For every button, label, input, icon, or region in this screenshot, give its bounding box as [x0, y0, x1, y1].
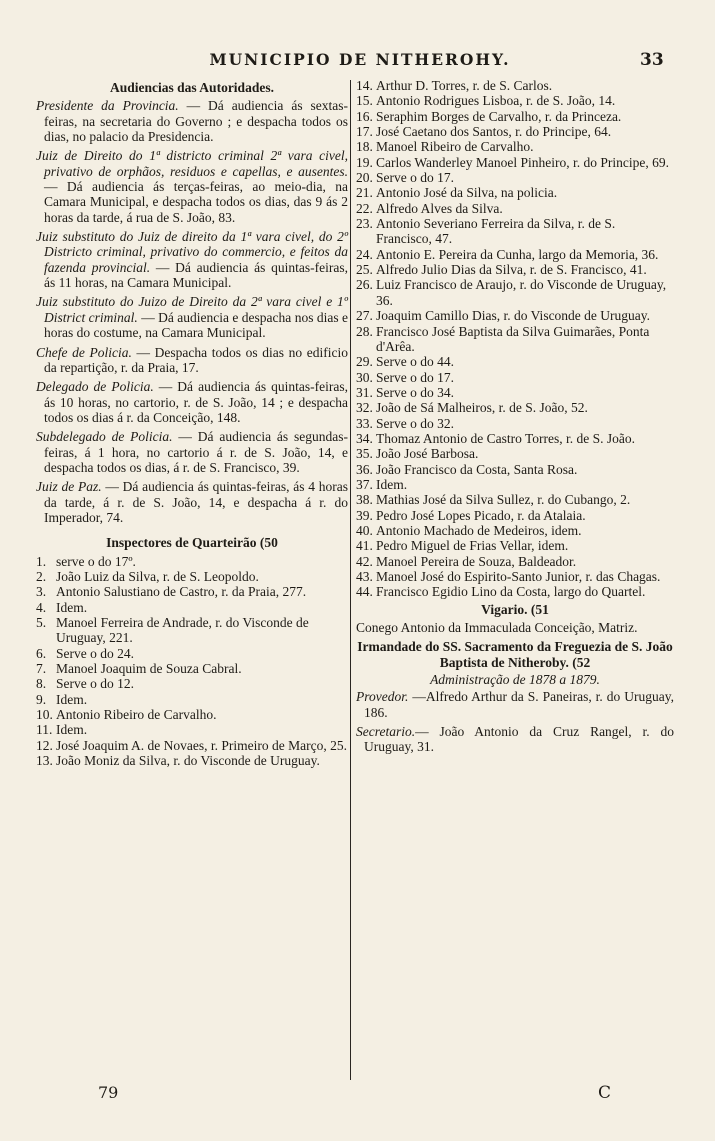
list-item: [356, 277, 674, 308]
item-text: Serve o do 17.: [376, 369, 454, 385]
item-number: 35.: [356, 446, 373, 462]
audiencia-authority: Presidente da Provincia.: [36, 98, 179, 114]
audiencia-entry: [36, 345, 348, 376]
item-number: 18.: [356, 139, 373, 155]
item-number: 37.: [356, 476, 373, 492]
item-text: Francisco José Baptista da Silva Guimarães, Ponta d'Arêa.: [376, 323, 650, 354]
item-text: Alfredo Julio Dias da Silva, r. de S. Francisco, 41.: [376, 262, 647, 278]
audiencias-list: [36, 98, 348, 525]
column-divider: [350, 80, 351, 1080]
item-text: João de Sá Malheiros, r. de S. João, 52.: [376, 400, 588, 416]
footer-signature: C: [598, 1083, 612, 1103]
list-item: [36, 738, 348, 753]
audiencia-authority: Subdelegado de Policia.: [36, 429, 173, 445]
list-item: [356, 93, 674, 108]
list-item: [356, 185, 674, 200]
item-number: 12.: [36, 737, 53, 753]
section-title-vigario: Vigario. (51: [481, 601, 549, 617]
audiencia-text: — Dá audiencia ás quintas-feiras, ás 10 horas, no cartorio, r. de S. João, 14 ; e despacha todos os dias á r. da Conceição, 148.: [44, 379, 349, 425]
list-item: [356, 124, 674, 139]
item-number: 36.: [356, 461, 373, 477]
list-item: [356, 492, 674, 507]
audiencia-authority: Juiz substituto do Juizo de Direito da 2ª vara civel e 1º District criminal.: [36, 294, 348, 325]
item-number: 44.: [356, 584, 373, 600]
item-number: 24.: [356, 246, 373, 262]
item-number: 29.: [356, 354, 373, 370]
item-number: 39.: [356, 507, 373, 523]
item-text: Antonio José da Silva, na policia.: [376, 185, 558, 201]
section-title-audiencias: Audiencias das Autoridades.: [110, 80, 274, 95]
item-number: 27.: [356, 308, 373, 324]
list-item: [36, 676, 348, 691]
list-item: [36, 707, 348, 722]
item-text: Manoel José do Espirito-Santo Junior, r. das Chagas.: [376, 569, 661, 584]
item-number: 16.: [356, 108, 373, 124]
list-item: [356, 538, 674, 553]
item-number: 25.: [356, 262, 373, 278]
audiencia-authority: Delegado de Policia.: [36, 379, 154, 395]
secretario-label: Secretario.: [356, 724, 416, 740]
page-header-title: MUNICIPIO DE NITHEROHY.: [209, 50, 511, 69]
item-number: 2.: [36, 568, 47, 584]
list-item: [356, 155, 674, 170]
item-number: 20.: [356, 170, 373, 186]
item-number: 31.: [356, 384, 373, 400]
item-text: Luiz Francisco de Araujo, r. do Visconde de Uruguay, 36.: [376, 277, 667, 308]
item-text: João Francisco da Costa, Santa Rosa.: [376, 461, 578, 477]
item-number: 23.: [356, 216, 373, 232]
item-text: serve o do 17º.: [56, 553, 136, 569]
list-item: [36, 722, 348, 737]
item-text: Arthur D. Torres, r. de S. Carlos.: [376, 78, 553, 93]
item-text: Manoel Ferreira de Andrade, r. do Visconde de Uruguay, 221.: [56, 615, 309, 646]
item-number: 3.: [36, 584, 47, 600]
item-number: 1.: [36, 553, 47, 569]
page-number-bottom: 79: [98, 1083, 119, 1102]
inspectors-list-continued: [356, 78, 674, 600]
list-item: [36, 753, 348, 768]
item-number: 21.: [356, 185, 373, 201]
audiencia-entry: [36, 379, 348, 425]
item-text: Manoel Joaquim de Souza Cabral.: [56, 661, 242, 677]
item-number: 19.: [356, 154, 373, 170]
list-item: [356, 324, 674, 355]
list-item: [356, 370, 674, 385]
list-item: [356, 416, 674, 431]
list-item: [356, 446, 674, 461]
audiencia-authority: Juiz substituto do Juiz de direito da 1ª vara civel, do 2º Districto criminal, privativo do commercio, e feitos da fazenda provincial.: [36, 229, 348, 275]
provedor-label: Provedor.: [356, 689, 409, 705]
list-item: [356, 354, 674, 369]
item-text: Thomaz Antonio de Castro Torres, r. de S. João.: [376, 430, 636, 446]
item-number: 7.: [36, 661, 47, 677]
item-text: Idem.: [56, 722, 88, 738]
list-item: [356, 262, 674, 277]
item-text: Idem.: [56, 599, 88, 615]
item-number: 6.: [36, 645, 47, 661]
list-item: [356, 508, 674, 523]
list-item: [36, 615, 348, 646]
audiencia-entry: [36, 98, 348, 144]
section-title-irmandade: Irmandade do SS. Sacramento da Freguezia de S. João Baptista de Nitheroby. (52: [357, 639, 673, 670]
item-number: 9.: [36, 691, 47, 707]
item-text: Antonio Severiano Ferreira da Silva, r. de S. Francisco, 47.: [376, 216, 616, 247]
provedor-text: —Alfredo Arthur da S. Paneiras, r. do Uruguay, 186.: [364, 689, 674, 720]
item-text: Antonio Rodrigues Lisboa, r. de S. João, 14.: [376, 93, 616, 109]
audiencia-text: — Despacha todos os dias no edificio da repartição, r. da Praia, 17.: [44, 344, 348, 375]
item-text: Serve o do 17.: [376, 170, 454, 186]
list-item: [36, 600, 348, 615]
list-item: [36, 661, 348, 676]
list-item: [356, 431, 674, 446]
list-item: [356, 385, 674, 400]
audiencia-text: — Dá audiencia ás quintas-feiras, ás 4 horas da tarde, á r. de S. João, 14, e despacha á r. do Imperador, 74.: [44, 479, 348, 525]
audiencia-entry: [36, 479, 348, 525]
item-number: 34.: [356, 430, 373, 446]
audiencia-entry: [36, 148, 348, 225]
item-number: 22.: [356, 200, 373, 216]
secretario-entry: [356, 724, 674, 755]
item-text: Idem.: [376, 476, 408, 492]
item-number: 13.: [36, 753, 53, 769]
list-item: [356, 523, 674, 538]
list-item: [356, 308, 674, 323]
item-text: Antonio Machado de Medeiros, idem.: [376, 522, 582, 538]
list-item: [356, 201, 674, 216]
item-text: Pedro José Lopes Picado, r. da Atalaia.: [376, 507, 586, 523]
list-item: [356, 78, 674, 93]
item-number: 14.: [356, 78, 373, 93]
audiencia-authority: Juiz de Direito do 1ª districto criminal 2ª vara civel, privativo de orphãos, residuos e capellas, e ausentes.: [36, 148, 348, 179]
item-text: Alfredo Alves da Silva.: [376, 200, 503, 216]
item-text: Francisco Egidio Lino da Costa, largo do Quartel.: [376, 584, 646, 600]
list-item: [356, 170, 674, 185]
page-number-top: 33: [640, 50, 664, 70]
item-number: 15.: [356, 93, 373, 109]
audiencia-text: — Dá audiencia ás segundas-feiras, á 1 hora, no cartorio á r. de S. João, 14, e despacha todos os dias, á r. de S. Francisco, 39.: [44, 429, 348, 475]
list-item: [356, 400, 674, 415]
item-text: Idem.: [56, 691, 88, 707]
list-item: [36, 646, 348, 661]
list-item: [36, 569, 348, 584]
item-text: Serve o do 32.: [376, 415, 454, 431]
item-text: Pedro Miguel de Frias Vellar, idem.: [376, 538, 569, 554]
item-text: José Joaquim A. de Novaes, r. Primeiro de Março, 25.: [56, 737, 347, 753]
item-number: 33.: [356, 415, 373, 431]
list-item: [356, 554, 674, 569]
audiencia-entry: [36, 294, 348, 340]
audiencia-text: — Dá audiencia ás terças-feiras, ao meio-dia, na Camara Municipal, e despacha todos os dias, das 9 ás 2 horas da tarde, á rua de S. João, 83.: [44, 179, 348, 225]
list-item: [36, 554, 348, 569]
vigario-entry: Conego Antonio da Immaculada Conceição, Matriz.: [356, 620, 638, 636]
list-item: [356, 462, 674, 477]
list-item: [356, 109, 674, 124]
item-number: 30.: [356, 369, 373, 385]
left-column: [36, 78, 348, 768]
item-number: 17.: [356, 124, 373, 140]
list-item: [356, 216, 674, 247]
audiencia-entry: [36, 429, 348, 475]
item-number: 11.: [36, 722, 53, 738]
item-text: Mathias José da Silva Sullez, r. do Cubango, 2.: [376, 492, 631, 508]
item-text: Joaquim Camillo Dias, r. do Visconde de Uruguay.: [376, 308, 651, 324]
item-number: 38.: [356, 492, 373, 508]
item-text: João Luiz da Silva, r. de S. Leopoldo.: [56, 568, 259, 584]
item-text: Serve o do 44.: [376, 354, 454, 370]
audiencia-text: — Dá audiencia e despacha nos dias e horas do costume, na Camara Municipal.: [44, 309, 349, 341]
list-item: [356, 584, 674, 599]
list-item: [356, 139, 674, 154]
list-item: [36, 584, 348, 599]
list-item: [356, 569, 674, 584]
item-text: João Moniz da Silva, r. do Visconde de Uruguay.: [56, 753, 320, 769]
item-number: 5.: [36, 615, 47, 630]
audiencia-authority: Chefe de Policia.: [36, 344, 132, 360]
item-number: 40.: [356, 522, 373, 538]
item-number: 32.: [356, 400, 373, 416]
audiencia-entry: [36, 229, 348, 290]
item-number: 10.: [36, 707, 53, 723]
right-column: [356, 78, 674, 759]
item-text: Manoel Pereira de Souza, Baldeador.: [376, 553, 577, 569]
item-number: 43.: [356, 569, 373, 584]
item-number: 41.: [356, 538, 373, 554]
item-number: 26.: [356, 277, 373, 293]
item-text: Serve o do 12.: [56, 676, 134, 692]
secretario-text: — João Antonio da Cruz Rangel, r. do Uruguay, 31.: [364, 724, 674, 755]
list-item: [36, 692, 348, 707]
item-number: 8.: [36, 676, 47, 692]
item-number: 42.: [356, 553, 373, 569]
item-text: Antonio E. Pereira da Cunha, largo da Memoria, 36.: [376, 246, 659, 262]
administracao-heading: Administração de 1878 a 1879.: [430, 672, 600, 688]
item-number: 4.: [36, 599, 47, 615]
section-title-inspectores: Inspectores de Quarteirão (50: [106, 535, 278, 551]
item-text: Serve o do 24.: [56, 645, 134, 661]
item-number: 28.: [356, 323, 373, 339]
list-item: [356, 477, 674, 492]
inspectors-list: [36, 554, 348, 769]
provedor-entry: [356, 689, 674, 720]
item-text: Serve o do 34.: [376, 384, 454, 400]
item-text: Antonio Salustiano de Castro, r. da Praia, 277.: [56, 584, 307, 600]
item-text: Antonio Ribeiro de Carvalho.: [56, 707, 217, 723]
audiencia-text: — Dá audiencia ás sextas-feiras, na secretaria do Governo ; e despacha todos os dias, no palacio da Presidencia.: [44, 98, 348, 145]
audiencia-text: — Dá audiencia ás quintas-feiras, ás 11 horas, na Camara Municipal.: [44, 259, 348, 291]
item-text: Seraphim Borges de Carvalho, r. da Princeza.: [376, 108, 622, 124]
audiencia-authority: Juiz de Paz.: [36, 479, 102, 495]
item-text: Carlos Wanderley Manoel Pinheiro, r. do Principe, 69.: [376, 154, 669, 170]
list-item: [356, 247, 674, 262]
item-text: Manoel Ribeiro de Carvalho.: [376, 139, 534, 155]
item-text: João José Barbosa.: [376, 446, 479, 462]
item-text: José Caetano dos Santos, r. do Principe, 64.: [376, 124, 612, 140]
